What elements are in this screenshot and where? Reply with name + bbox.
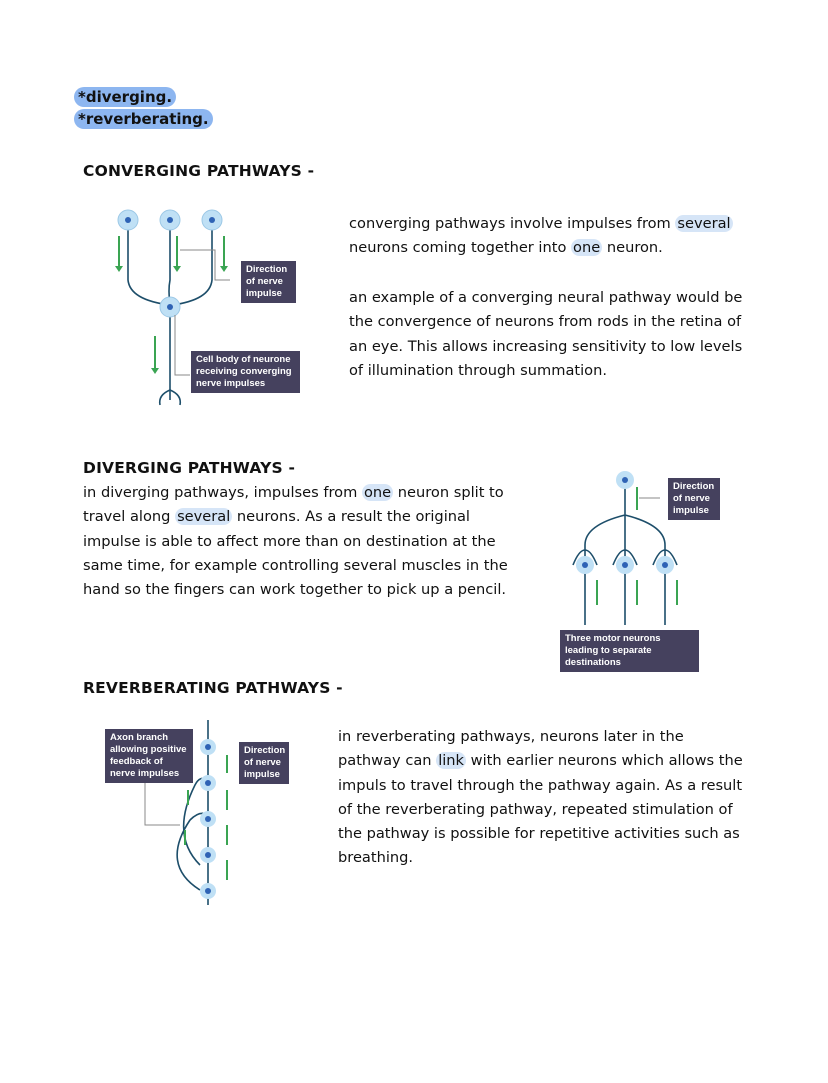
- converging-heading: CONVERGING PATHWAYS -: [83, 162, 315, 180]
- direction-label: Direction of nerve impulse: [239, 742, 289, 784]
- direction-label: Direction of nerve impulse: [241, 261, 296, 303]
- highlight: one: [363, 484, 392, 501]
- text: neurons. As a result the original impulse is able to affect more than on destination at the same time, for example controlling several muscles in the hand so the fingers can work together to pick up a pencil.: [83, 508, 508, 599]
- axon-branch-label: Axon branch allowing positive feedback of nerve impulses: [105, 729, 193, 783]
- diverging-heading: DIVERGING PATHWAYS -: [83, 459, 296, 477]
- highlight: several: [177, 508, 231, 526]
- text: neurons coming together into: [349, 239, 572, 257]
- highlight: several: [677, 215, 731, 232]
- text: in reverberating pathways, neurons later in the pathway can: [338, 728, 684, 770]
- diverging-text: [83, 481, 528, 602]
- bullet-list: [74, 87, 213, 128]
- text: neuron.: [602, 239, 663, 257]
- highlight: link: [438, 752, 464, 770]
- text: neuron split to travel along: [83, 484, 504, 526]
- list-item: *diverging.: [74, 87, 176, 107]
- direction-label: Direction of nerve impulse: [668, 478, 720, 520]
- text: with earlier neurons which allows the impuls to travel through the pathway again. As a result of the reverberating pathway, repeated stimulation of the pathway is possible for repetitive activities such as breathing.: [338, 752, 743, 867]
- list-item: *reverberating.: [74, 109, 213, 129]
- cell-body-label: Cell body of neurone receiving converging nerve impulses: [191, 351, 300, 393]
- converging-text-1: [349, 212, 749, 261]
- motor-neurons-label: Three motor neurons leading to separate destinations: [560, 630, 699, 672]
- highlight: one: [573, 239, 601, 257]
- converging-text-2: an example of a converging neural pathway would be the convergence of neurons from rods in the retina of an eye. This allows increasing sensitivity to low levels of illumination through summation.: [349, 289, 743, 379]
- text: converging pathways involve impulses from: [349, 215, 676, 232]
- text: in diverging pathways, impulses from: [83, 484, 362, 501]
- reverberating-text: [338, 725, 748, 871]
- reverberating-heading: REVERBERATING PATHWAYS -: [83, 679, 343, 697]
